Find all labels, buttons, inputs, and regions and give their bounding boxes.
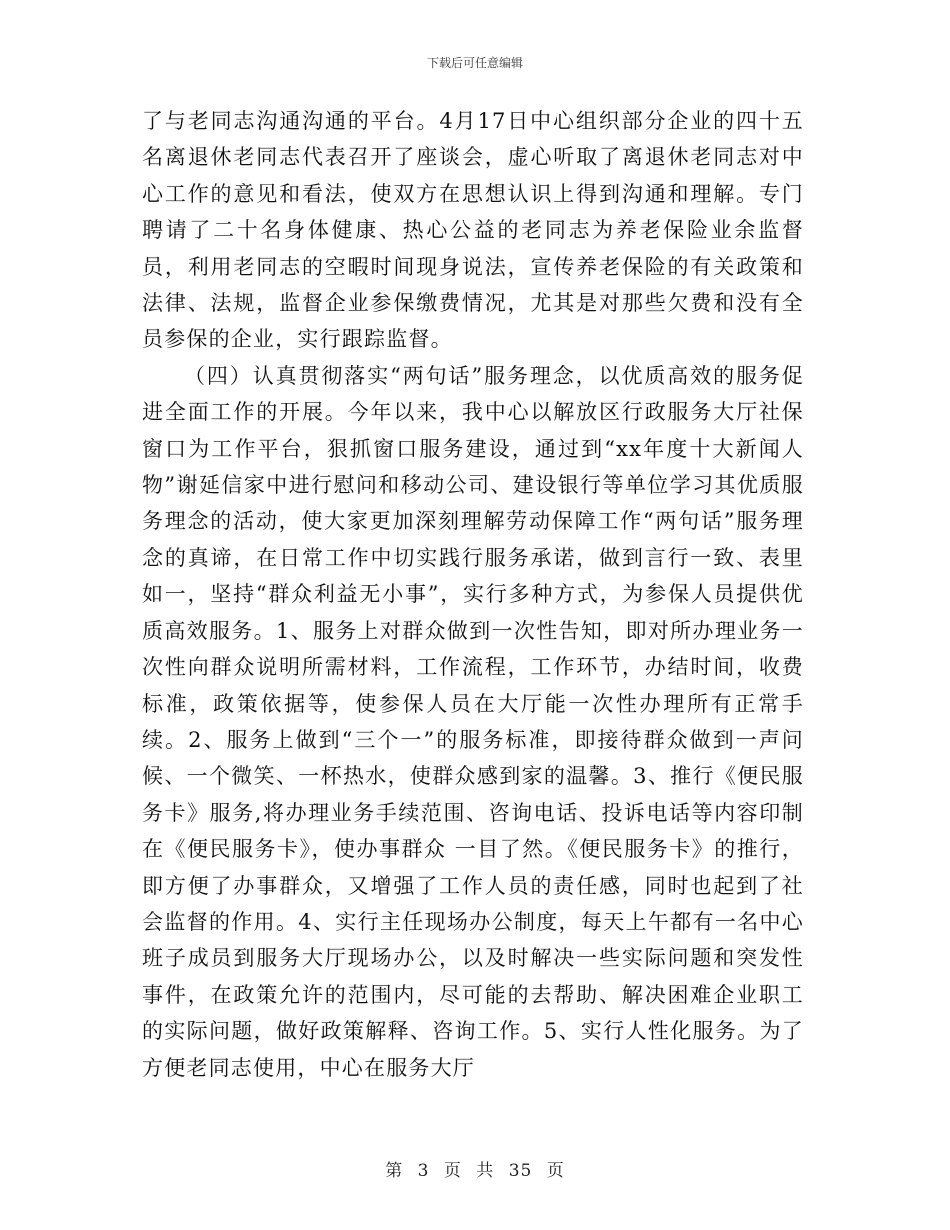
footer-prefix: 第 <box>385 1161 404 1181</box>
footer-total-pages: 35 <box>508 1161 533 1181</box>
footer-suffix: 页 <box>546 1161 565 1181</box>
page-footer <box>0 1156 950 1181</box>
page-header: 下载后可任意编辑 <box>426 56 523 70</box>
paragraph-continued: 了与老同志沟通沟通的平台。4月17日中心组织部分企业的四十五名离退休老同志代表召开了座谈会，虚心听取了离退休老同志对中心工作的意见和看法，使双方在思想认识上得到沟通和理解。专门聘请了二十名身体健康、热心公益的老同志为养老保险业余监督员，利用老同志的空暇时间现身说法，宣传养老保险的有关政策和法律、法规，监督企业参保缴费情况，尤其是对那些欠费和没有全员参保的企业，实行跟踪监督。 <box>142 109 804 352</box>
document-body <box>142 103 804 1086</box>
footer-total-word: 共 <box>476 1161 495 1181</box>
paragraph-section-four: （四）认真贯彻落实“两句话”服务理念，以优质高效的服务促进全面工作的开展。今年以来，我中心以解放区行政服务大厅社保窗口为工作平台，狠抓窗口服务建设，通过到“xx年度十大新闻人物”谢延信家中进行慰问和移动公司、建设银行等单位学习其优质服务理念的活动，使大家更加深刻理解劳动保障工作“两句话”服务理念的真谛，在日常工作中切实践行服务承诺，做到言行一致、表里如一，坚持“群众利益无小事”，实行多种方式，为参保人员提供优质高效服务。1、服务上对群众做到一次性告知，即对所办理业务一次性向群众说明所需材料，工作流程，工作环节，办结时间，收费标准，政策依据等，使参保人员在大厅能一次性办理所有正常手续。2、服务上做到“三个一”的服务标准，即接待群众做到一声问候、一个微笑、一杯热水，使群众感到家的温馨。3、推行《便民服务卡》服务,将办理业务手续范围、咨询电话、投诉电话等内容印制在《便民服务卡》，使办事群众 一目了然。《便民服务卡》的推行，即方便了办事群众，又增强了工作人员的责任感，同时也起到了社会监督的作用。4、实行主任现场办公制度，每天上午都有一名中心班子成员到服务大厅现场办公，以及时解决一些实际问题和突发性事件，在政策允许的范围内，尽可能的去帮助、解决困难企业职工的实际问题，做好政策解释、咨询工作。5、实行人性化服务。为了方便老同志使用，中心在服务大厅 <box>142 363 804 1080</box>
footer-current-page: 3 <box>417 1161 430 1181</box>
footer-page-word: 页 <box>443 1161 462 1181</box>
